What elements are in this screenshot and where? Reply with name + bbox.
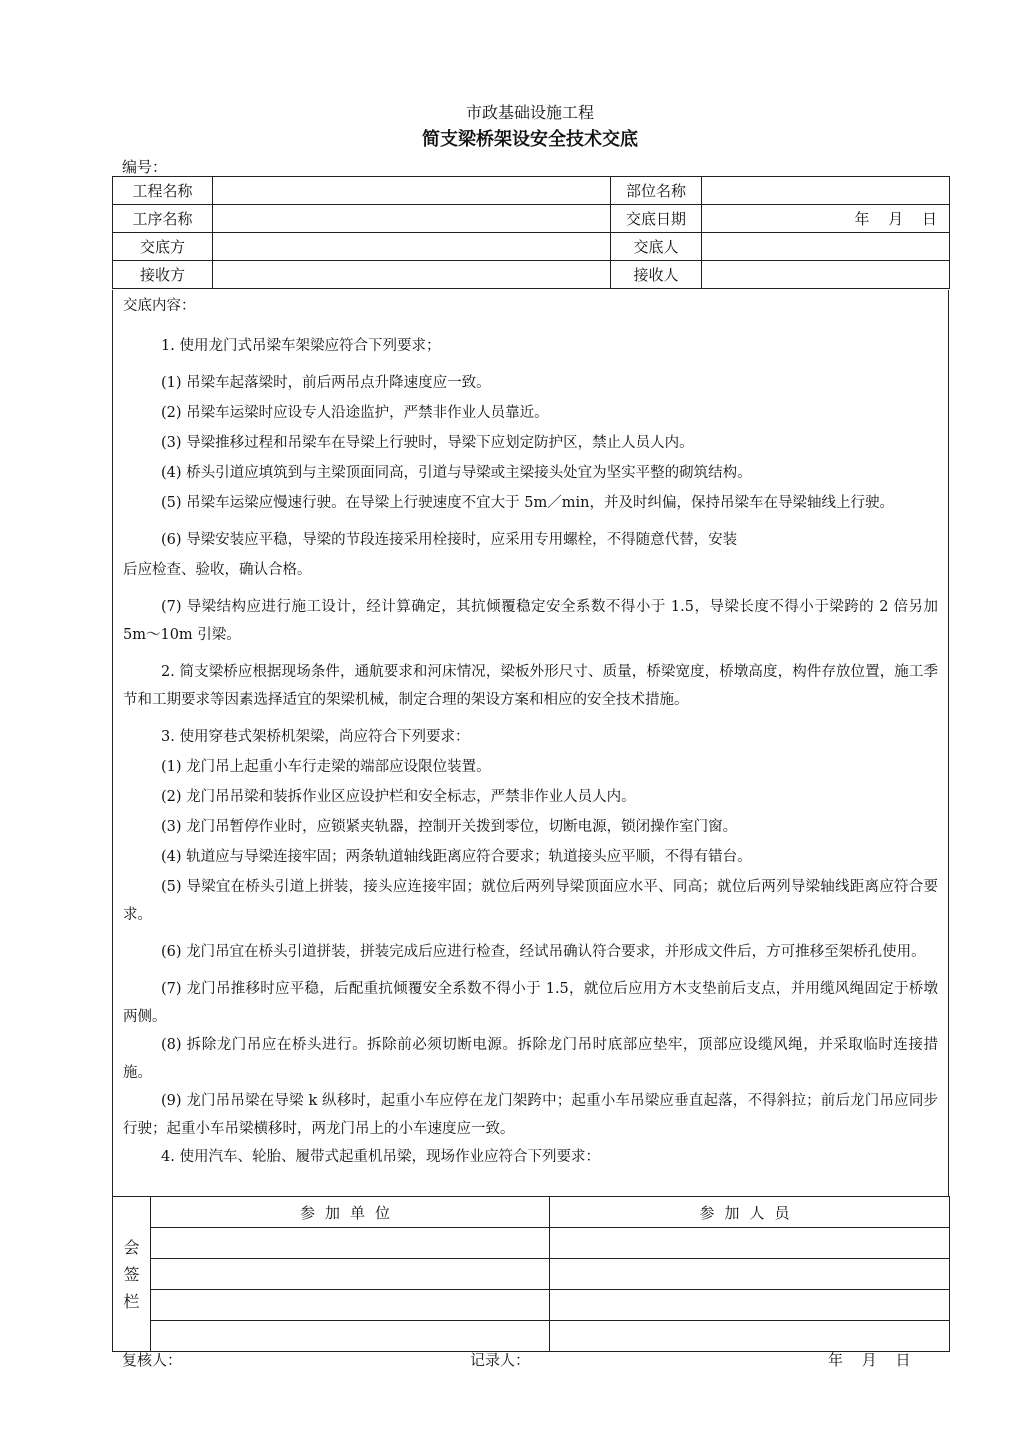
- person-cell[interactable]: [550, 1290, 950, 1321]
- discloser-field[interactable]: [702, 233, 950, 261]
- disclosure-date-field[interactable]: 年 月 日: [702, 205, 950, 233]
- content-paragraph: (6) 导梁安装应平稳，导梁的节段连接采用栓接时，应采用专用螺栓，不得随意代替，安装: [161, 532, 738, 548]
- content-paragraph: 后应检查、验收，确认合格。: [123, 562, 312, 578]
- person-cell[interactable]: [550, 1321, 950, 1352]
- participating-person-header: 参加人员: [550, 1197, 950, 1228]
- content-body: [123, 332, 938, 1171]
- disclosure-date-label: 交底日期: [611, 205, 702, 233]
- process-name-field[interactable]: [213, 205, 611, 233]
- table-row: [113, 1197, 950, 1228]
- content-paragraph: 4. 使用汽车、轮胎、履带式起重机吊梁，现场作业应符合下列要求：: [161, 1149, 600, 1165]
- serial-number-label: 编号：: [122, 158, 168, 176]
- disclosing-party-field[interactable]: [213, 233, 611, 261]
- content-paragraph: (2) 龙门吊吊梁和装拆作业区应设护栏和安全标志，严禁非作业人员人内。: [161, 789, 636, 805]
- receiving-party-label: 接收方: [113, 261, 213, 289]
- table-row: [113, 1228, 950, 1259]
- discloser-label: 交底人: [611, 233, 702, 261]
- person-cell[interactable]: [550, 1259, 950, 1290]
- project-name-label: 工程名称: [113, 177, 213, 205]
- content-paragraph: (3) 导梁推移过程和吊梁车在导梁上行驶时，导梁下应划定防护区，禁止人员人内。: [161, 435, 694, 451]
- unit-cell[interactable]: [151, 1321, 550, 1352]
- content-paragraph: (9) 龙门吊吊梁在导梁 k 纵移时，起重小车应停在龙门架跨中；起重小车吊梁应垂直起落，不得斜拉；前后龙门吊应同步行驶；起重小车吊梁横移时，两龙门吊上的小车速度应一致。: [123, 1093, 938, 1137]
- part-name-label: 部位名称: [611, 177, 702, 205]
- recorder-label: 记录人：: [470, 1351, 531, 1369]
- content-paragraph: (8) 拆除龙门吊应在桥头进行。拆除前必须切断电源。拆除龙门吊时底部应垫牢，顶部应设缆风绳，并采取临时连接措施。: [123, 1037, 938, 1081]
- process-name-label: 工序名称: [113, 205, 213, 233]
- content-paragraph: (4) 轨道应与导梁连接牢固；两条轨道轴线距离应符合要求；轨道接头应平顺，不得有错台。: [161, 849, 752, 865]
- content-paragraph: (6) 龙门吊宜在桥头引道拼装，拼装完成后应进行检查，经试吊确认符合要求，并形成文件后，方可推移至架桥孔使用。: [161, 944, 926, 960]
- part-name-field[interactable]: [702, 177, 950, 205]
- receiver-label: 接收人: [611, 261, 702, 289]
- footer-date: 年 月 日: [828, 1351, 911, 1369]
- content-paragraph: (7) 导梁结构应进行施工设计，经计算确定，其抗倾覆稳定安全系数不得小于 1.5，导梁长度不得小于梁跨的 2 倍另加 5m～10m 引梁。: [123, 599, 938, 643]
- content-paragraph: (4) 桥头引道应填筑到与主梁顶面同高，引道与导梁或主梁接头处宜为坚实平整的砌筑结构。: [161, 465, 752, 481]
- content-paragraph: (1) 吊梁车起落梁时，前后两吊点升降速度应一致。: [161, 375, 491, 391]
- project-name-field[interactable]: [213, 177, 611, 205]
- info-table: [112, 176, 950, 289]
- table-row: [113, 233, 950, 261]
- participating-unit-header: 参加单位: [151, 1197, 550, 1228]
- content-paragraph: (5) 导梁宜在桥头引道上拼装，接头应连接牢固；就位后两列导梁顶面应水平、同高；就位后两列导梁轴线距离应符合要求。: [123, 879, 938, 923]
- document-subtitle: 市政基础设施工程: [465, 103, 594, 122]
- disclosure-content: [112, 290, 949, 1196]
- content-heading: 交底内容：: [123, 298, 196, 314]
- countersign-side-label: 会 签 栏: [113, 1197, 151, 1352]
- content-paragraph: (2) 吊梁车运梁时应设专人沿途监护，严禁非作业人员靠近。: [161, 405, 549, 421]
- unit-cell[interactable]: [151, 1228, 550, 1259]
- content-paragraph: 3. 使用穿巷式架桥机架梁，尚应符合下列要求：: [161, 729, 470, 745]
- content-paragraph: 2. 简支梁桥应根据现场条件，通航要求和河床情况，梁板外形尺寸、质量，桥梁宽度，桥墩高度，构件存放位置，施工季节和工期要求等因素选择适宜的架梁机械，制定合理的架设方案和相应的安全技术措施。: [123, 664, 938, 708]
- reviewer-label: 复核人：: [122, 1351, 183, 1369]
- document-title: 简支梁桥架设安全技术交底: [422, 129, 638, 150]
- table-row: [113, 1290, 950, 1321]
- unit-cell[interactable]: [151, 1290, 550, 1321]
- content-paragraph: (1) 龙门吊上起重小车行走梁的端部应设限位装置。: [161, 759, 491, 775]
- table-row: [113, 205, 950, 233]
- content-paragraph: (3) 龙门吊暂停作业时，应锁紧夹轨器，控制开关拨到零位，切断电源，锁闭操作室门窗。: [161, 819, 738, 835]
- table-row: [113, 1259, 950, 1290]
- table-row: [113, 177, 950, 205]
- receiving-party-field[interactable]: [213, 261, 611, 289]
- unit-cell[interactable]: [151, 1259, 550, 1290]
- content-paragraph: (5) 吊梁车运梁应慢速行驶。在导梁上行驶速度不宜大于 5m／min，并及时纠偏，保持吊梁车在导梁轴线上行驶。: [161, 495, 894, 511]
- content-paragraph: (7) 龙门吊推移时应平稳，后配重抗倾覆安全系数不得小于 1.5，就位后应用方木支垫前后支点，并用缆风绳固定于桥墩两侧。: [123, 981, 938, 1025]
- content-paragraph: 1. 使用龙门式吊梁车架梁应符合下列要求；: [161, 338, 441, 354]
- receiver-field[interactable]: [702, 261, 950, 289]
- disclosing-party-label: 交底方: [113, 233, 213, 261]
- person-cell[interactable]: [550, 1228, 950, 1259]
- countersign-table: [112, 1196, 950, 1352]
- table-row: [113, 261, 950, 289]
- table-row: [113, 1321, 950, 1352]
